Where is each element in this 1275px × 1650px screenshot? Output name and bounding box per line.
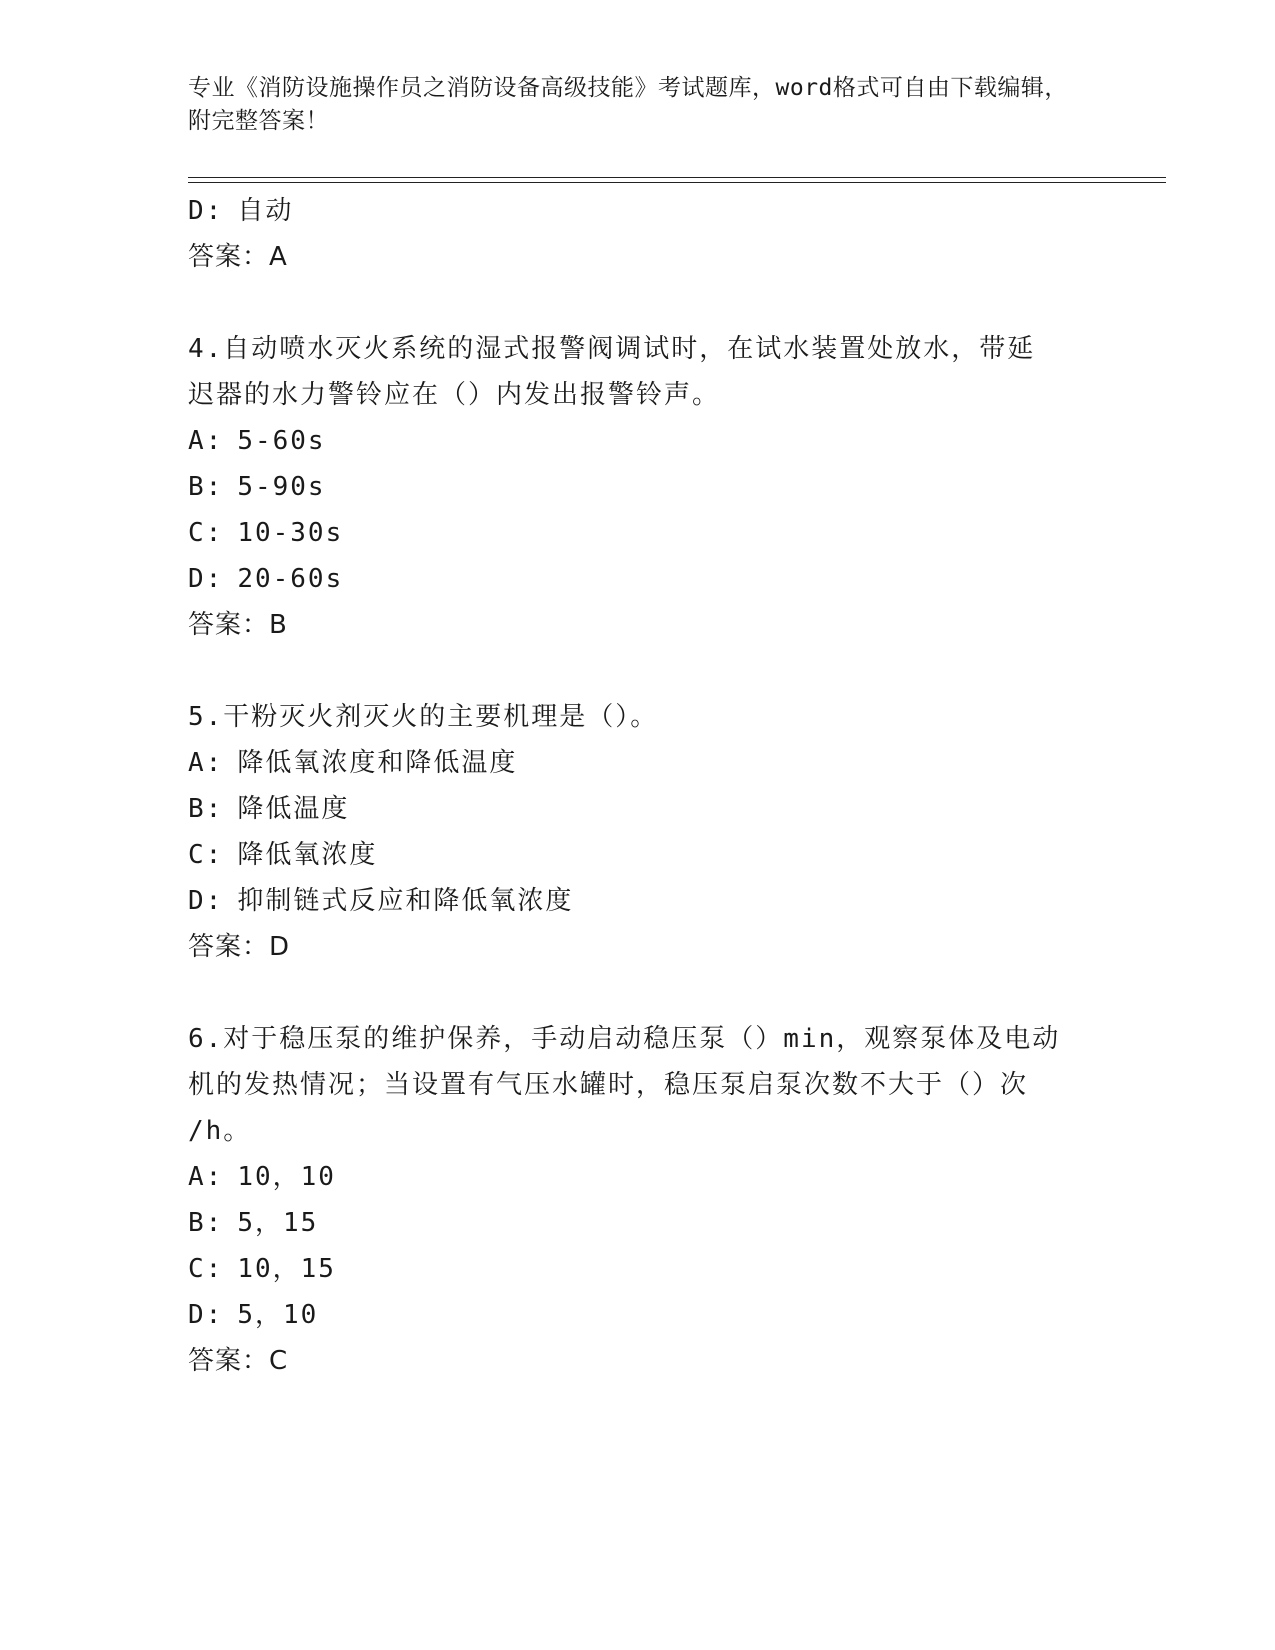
option-text: 降低氧浓度和降低温度 [237,748,518,778]
option-item [188,1292,1088,1338]
option-text: 自动 [237,196,294,226]
option-item [188,786,1088,832]
spacer [188,648,1088,694]
option-text: 5，10 [237,1300,319,1330]
question-text-line: 6.对于稳压泵的维护保养，手动启动稳压泵（）min，观察泵体及电动 [188,1024,1061,1054]
option-text: 5，15 [237,1208,319,1238]
question-text-line: /h。 [188,1116,252,1146]
option-letter: D: [188,886,224,916]
option-item [188,556,1088,602]
answer-line: 答案：A [188,242,288,272]
option-item [188,878,1088,924]
answer-line: 答案：C [188,1346,289,1376]
option-letter: C: [188,840,224,870]
option-letter: C: [188,518,224,548]
question-block [188,326,1088,648]
question-block [188,694,1088,970]
question-text-line: 迟器的水力警铃应在（）内发出报警铃声。 [188,380,721,410]
option-letter: D: [188,1300,224,1330]
header-rule-bottom [188,182,1166,183]
answer-line: 答案：B [188,610,288,640]
option-letter: B: [188,794,224,824]
option-text: 5-90s [237,472,326,502]
header-rule-top [188,177,1166,178]
page-header: 专业《消防设施操作员之消防设备高级技能》考试题库，word格式可自由下载编辑，附完整答案！ [188,75,1068,134]
option-text: 抑制链式反应和降低氧浓度 [237,886,574,916]
option-letter: A: [188,1162,224,1192]
option-letter: A: [188,748,224,778]
option-letter: D: [188,564,224,594]
option-item [188,832,1088,878]
option-item [188,740,1088,786]
option-item [188,1154,1088,1200]
question-text-line: 机的发热情况；当设置有气压水罐时，稳压泵启泵次数不大于（）次 [188,1070,1029,1100]
spacer [188,280,1088,326]
option-item [188,510,1088,556]
spacer [188,970,1088,1016]
option-text: 5-60s [237,426,326,456]
option-letter: D: [188,196,224,226]
question-block [188,1016,1088,1384]
option-item [188,418,1088,464]
option-text: 20-60s [237,564,344,594]
option-letter: B: [188,1208,224,1238]
option-item [188,188,1088,234]
question-list [188,188,1088,1384]
question-text-line: 5.干粉灭火剂灭火的主要机理是（）。 [188,702,659,732]
option-letter: A: [188,426,224,456]
option-text: 10-30s [237,518,344,548]
option-text: 10，15 [237,1254,336,1284]
option-letter: B: [188,472,224,502]
option-text: 降低氧浓度 [237,840,378,870]
option-item [188,1200,1088,1246]
option-text: 10，10 [237,1162,336,1192]
option-item [188,1246,1088,1292]
answer-line: 答案：D [188,932,291,962]
option-item [188,464,1088,510]
question-text-line: 4.自动喷水灭火系统的湿式报警阀调试时，在试水装置处放水，带延 [188,334,1036,364]
option-text: 降低温度 [237,794,350,824]
option-letter: C: [188,1254,224,1284]
